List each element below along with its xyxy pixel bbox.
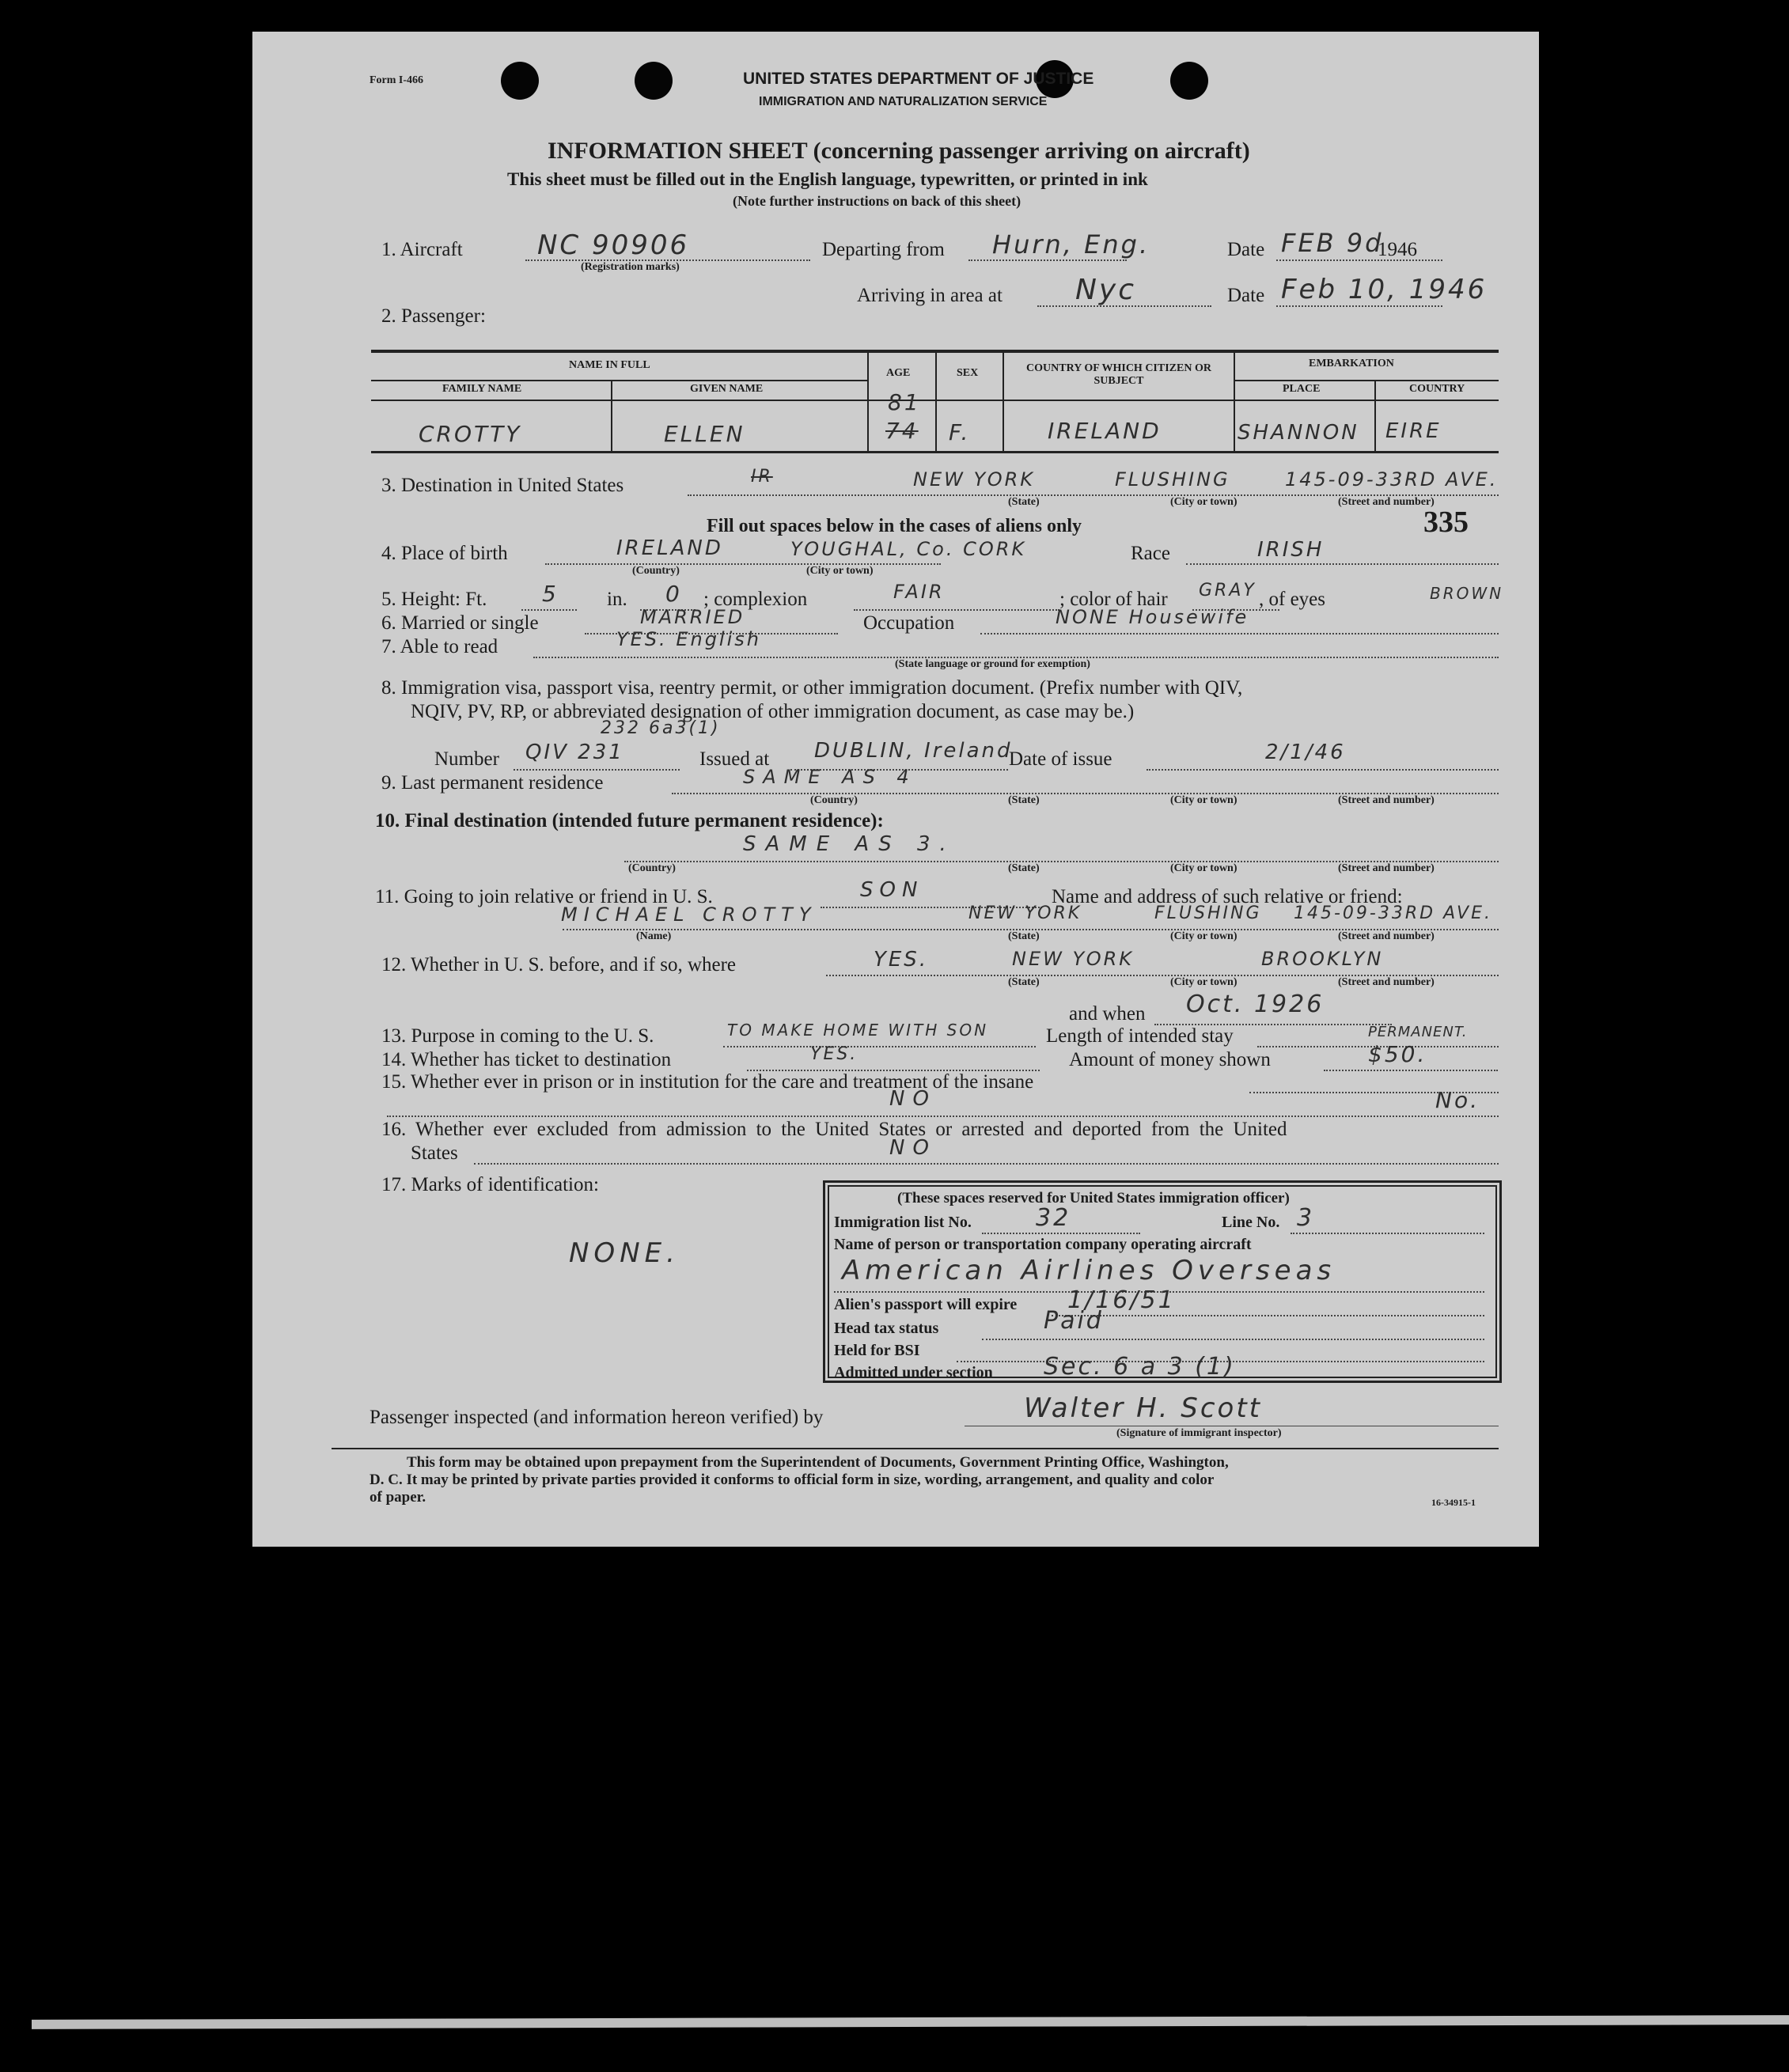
previously-in-us-label: 12. Whether in U. S. before, and if so, where [381,954,737,975]
footer-line-2: D. C. It may be printed by private parties provided it conforms to official form in size, wording, arrangement, and quality and color [370,1472,1215,1488]
th-embarkation: EMBARKATION [1309,358,1394,369]
caption-state: (State) [1008,496,1040,508]
occupation-value: NONE Housewife [1056,606,1249,628]
th-emb-country: COUNTRY [1409,383,1465,395]
list-no-value: 32 [1036,1204,1071,1232]
embark-place-value: SHANNON [1238,421,1359,445]
punch-hole [635,62,673,100]
purpose-value: TO MAKE HOME WITH SON [727,1021,989,1040]
date-label: Date [1227,239,1265,260]
caption-country: (Country) [632,565,680,577]
previously-in-us-yes: YES. [874,948,929,972]
department-title: UNITED STATES DEPARTMENT OF JUSTICE [743,70,1094,88]
last-residence-label: 9. Last permanent residence [381,772,604,794]
excluded-label: 16. Whether ever excluded from admission to the United States or arrested and deported from the United [381,1119,1287,1140]
head-tax-label: Head tax status [834,1320,939,1337]
excluded-value: NO [889,1136,937,1160]
hair-value: GRAY [1199,581,1256,600]
caption-state: (State) [1008,794,1040,806]
visa-text-2: NQIV, PV, RP, or abbreviated designation of other immigration document, as case may be.) [411,701,1135,722]
punch-hole [501,62,539,100]
prison-value-2: No. [1435,1087,1480,1113]
excluded-label-2: States [411,1142,458,1164]
stay-value: PERMANENT. [1368,1024,1468,1040]
footer-code: 16-34915-1 [1431,1497,1476,1508]
footer-line-1: This form may be obtained upon prepayment from the Superintendent of Documents, Government Printing Office, Washington, [407,1454,1229,1471]
occupation-label: Occupation [863,612,955,634]
th-place: PLACE [1283,383,1321,395]
birth-city: YOUGHAL, Co. CORK [790,538,1027,560]
aircraft-label: 1. Aircraft [381,239,463,260]
relative-street: 145-09-33RD AVE. [1294,903,1492,923]
birth-country: IRELAND [616,536,723,560]
purpose-label: 13. Purpose in coming to the U. S. [381,1025,654,1047]
inspected-label: Passenger inspected (and information hereon verified) by [370,1407,824,1428]
aircraft-value: NC 90906 [537,229,690,261]
height-ft: 5 [542,581,559,607]
read-label: 7. Able to read [381,636,498,657]
departing-value: Hurn, Eng. [992,229,1150,259]
sheet-note: (Note further instructions on back of this sheet) [733,193,1021,209]
date-of-issue-label: Date of issue [1009,748,1112,770]
ticket-value: YES. [810,1044,858,1064]
marital-value: MARRIED [640,606,745,628]
last-residence-value: SAME AS 4 [743,766,917,788]
caption-street: (Street and number) [1338,930,1435,942]
sheet-subtitle: This sheet must be filled out in the English language, typewritten, or printed in ink [507,169,1148,189]
relative-address-label: Name and address of such relative or friend: [1052,886,1403,907]
operator-label: Name of person or transportation company operating aircraft [834,1236,1252,1253]
relative-name: MICHAEL CROTTY [561,903,817,926]
destination-street: 145-09-33RD AVE. [1285,468,1499,491]
caption-city: (City or town) [1170,794,1238,806]
line-no-label: Line No. [1222,1214,1280,1231]
punch-hole [1170,62,1208,100]
read-note: (State language or ground for exemption) [895,658,1090,670]
marks-label: 17. Marks of identification: [381,1174,599,1195]
visa-number-above: 232 6a3(1) [601,718,721,738]
passport-expire-value: 1/16/51 [1067,1286,1176,1314]
operator-value: American Airlines Overseas [842,1255,1336,1286]
age-value-corrected: 81 [888,389,921,415]
race-value: IRISH [1257,538,1325,562]
head-tax-value: Paid [1044,1307,1104,1335]
money-value: $50. [1368,1041,1427,1067]
service-title: IMMIGRATION AND NATURALIZATION SERVICE [759,95,1048,108]
th-given-name: GIVEN NAME [690,383,764,395]
complexion-value: FAIR [893,581,945,603]
citizenship-value: IRELAND [1048,418,1162,444]
family-name-value: CROTTY [419,421,522,447]
height-in: 0 [665,581,682,607]
bsi-label: Held for BSI [834,1342,920,1359]
join-relative-value: SON [860,878,924,902]
passport-expire-label: Alien's passport will expire [834,1296,1018,1313]
caption-city: (City or town) [1170,496,1238,508]
money-label: Amount of money shown [1069,1049,1271,1070]
caption-state: (State) [1008,862,1040,874]
th-country: COUNTRY OF WHICH CITIZEN OR SUBJECT [1026,362,1211,387]
previously-in-us-city: BROOKLYN [1261,948,1384,970]
date-of-issue-value: 2/1/46 [1265,741,1346,764]
destination-struck: IR [751,467,773,487]
arriving-value: Nyc [1075,274,1137,306]
stamp-number: 335 [1423,506,1469,539]
caption-street: (Street and number) [1338,862,1435,874]
registration-note: (Registration marks) [581,261,680,273]
age-value-struck: 74 [885,418,919,444]
admitted-value: Sec. 6 a 3 (1) [1044,1353,1236,1381]
birthplace-label: 4. Place of birth [381,543,508,564]
join-relative-label: 11. Going to join relative or friend in U. S. [375,886,713,907]
height-label: 5. Height: Ft. [381,589,487,610]
line-no-value: 3 [1297,1204,1315,1232]
inspector-signature: Walter H. Scott [1024,1392,1262,1424]
destination-label: 3. Destination in United States [381,475,624,496]
marks-value: NONE. [569,1237,680,1269]
sex-value: F. [949,419,971,445]
list-no-label: Immigration list No. [834,1214,972,1231]
admitted-label: Admitted under section [834,1364,993,1381]
race-label: Race [1131,543,1170,564]
caption-state: (State) [1008,976,1040,988]
eyes-value: BROWN [1430,584,1504,603]
read-value: YES. English [616,628,761,650]
visa-text-1: 8. Immigration visa, passport visa, reentry permit, or other immigration document. (Prefix number with QIV, [381,677,1243,699]
form-id: Form I-466 [370,74,424,86]
footer-line-3: of paper. [370,1489,426,1506]
th-family-name: FAMILY NAME [442,383,522,395]
caption-city: (City or town) [1170,862,1238,874]
visa-number-value: QIV 231 [525,741,624,764]
marital-label: 6. Married or single [381,612,539,634]
caption-street: (Street and number) [1338,794,1435,806]
embark-country-value: EIRE [1385,419,1442,443]
issued-at-value: DUBLIN, Ireland [814,739,1013,763]
final-destination-label: 10. Final destination (intended future permanent residence): [375,810,884,831]
complexion-label: ; complexion [703,589,808,610]
relative-city: FLUSHING [1154,903,1262,923]
aliens-only-note: Fill out spaces below in the cases of aliens only [707,516,1082,536]
departure-date-value: FEB 9d [1281,228,1384,258]
given-name-value: ELLEN [664,421,745,447]
caption-street: (Street and number) [1338,496,1435,508]
scan-edge-strip [32,2015,1789,2029]
form-sheet [252,32,1539,1547]
inches-label: in. [607,589,627,610]
departing-label: Departing from [822,239,945,260]
destination-city: FLUSHING [1115,468,1230,491]
caption-country: (Country) [628,862,676,874]
signature-note: (Signature of immigrant inspector) [1116,1427,1282,1439]
prison-label: 15. Whether ever in prison or in institution for the care and treatment of the insane [381,1071,1034,1093]
previously-in-us-state: NEW YORK [1012,948,1135,970]
date2-label: Date [1227,285,1265,306]
th-sex: SEX [957,367,979,379]
when-value: Oct. 1926 [1186,991,1325,1018]
arrival-date-value: Feb 10, 1946 [1281,274,1488,305]
caption-country: (Country) [810,794,858,806]
caption-state: (State) [1008,930,1040,942]
stay-label: Length of intended stay [1046,1025,1234,1047]
th-age: AGE [886,367,911,379]
arriving-label: Arriving in area at [857,285,1003,306]
ticket-label: 14. Whether has ticket to destination [381,1049,672,1070]
caption-street: (Street and number) [1338,976,1435,988]
sheet-title: INFORMATION SHEET (concerning passenger arriving on aircraft) [548,138,1250,164]
hair-label: ; color of hair [1059,589,1168,610]
caption-city: (City or town) [1170,930,1238,942]
caption-city: (City or town) [806,565,874,577]
eyes-label: , of eyes [1259,589,1325,610]
destination-state: NEW YORK [913,468,1036,491]
prison-value-1: NO [889,1087,937,1111]
relative-state: NEW YORK [968,903,1082,923]
officer-box-title: (These spaces reserved for United States immigration officer) [897,1190,1290,1206]
caption-name: (Name) [636,930,672,942]
final-destination-value: SAME AS 3. [743,832,956,856]
when-label: and when [1069,1003,1146,1025]
th-name-in-full: NAME IN FULL [569,359,650,371]
visa-number-label: Number [434,748,499,770]
caption-city: (City or town) [1170,976,1238,988]
departure-year: 1946 [1378,239,1417,260]
issued-at-label: Issued at [699,748,770,770]
passenger-label: 2. Passenger: [381,305,486,327]
